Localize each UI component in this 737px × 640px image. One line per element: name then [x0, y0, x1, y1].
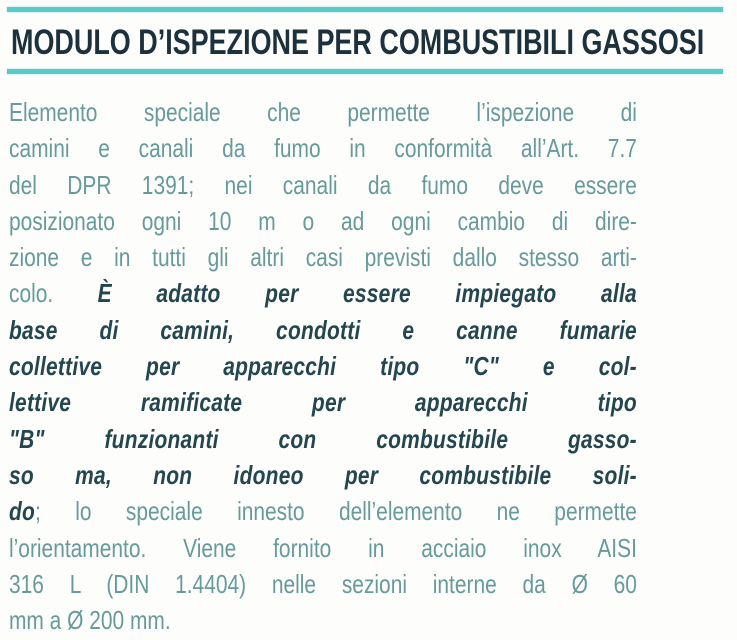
- body-line: [9, 602, 637, 638]
- body-line: [9, 239, 637, 275]
- text-segment: del DPR 1391; nei canali da fumo deve essere: [9, 169, 637, 200]
- body-line: [9, 566, 637, 602]
- text-segment: collettive per apparecchi tipo "C" e col-: [9, 351, 637, 382]
- body-line: [9, 421, 637, 457]
- page-title: MODULO D’ISPEZIONE PER COMBUSTIBILI GASSOSI: [11, 23, 705, 62]
- body-line: [9, 348, 637, 384]
- title-rule-bottom: [7, 69, 723, 74]
- body-line: [9, 493, 637, 529]
- text-segment: camini e canali da fumo in conformità all’Art. 7.7: [9, 133, 637, 164]
- text-segment: lettive ramificate per apparecchi tipo: [9, 387, 637, 418]
- title-rule-top: [7, 7, 723, 12]
- text-segment: È adatto per essere impiegato alla: [97, 278, 637, 309]
- text-segment: zione e in tutti gli altri casi previsti dallo stesso arti-: [9, 242, 637, 273]
- text-segment: Elemento speciale che permette l’ispezione di: [9, 97, 637, 127]
- body-line: [9, 530, 637, 566]
- text-segment: posizionato ogni 10 m o ad ogni cambio di dire-: [9, 205, 637, 236]
- text-segment: "B" funzionanti con combustibile gasso-: [9, 423, 637, 454]
- body-line: [9, 203, 637, 239]
- body-line: [9, 167, 637, 203]
- body-line: [9, 94, 637, 130]
- document-body: [9, 94, 637, 638]
- text-segment: do: [9, 496, 36, 527]
- text-segment: 316 L (DIN 1.4404) nelle sezioni interne da Ø 60: [9, 568, 637, 599]
- text-segment: ; lo speciale innesto dell’elemento ne permette: [35, 496, 637, 527]
- text-segment: colo.: [9, 278, 98, 309]
- text-segment: base di camini, condotti e canne fumarie: [9, 314, 637, 345]
- body-line: [9, 275, 637, 311]
- body-line: [9, 312, 637, 348]
- text-segment: l’orientamento. Viene fornito in acciaio inox AISI: [9, 532, 637, 563]
- body-line: [9, 457, 637, 493]
- body-line: [9, 384, 637, 420]
- text-segment: mm a Ø 200 mm.: [9, 605, 171, 636]
- body-line: [9, 130, 637, 166]
- text-segment: so ma, non idoneo per combustibile soli-: [9, 459, 637, 490]
